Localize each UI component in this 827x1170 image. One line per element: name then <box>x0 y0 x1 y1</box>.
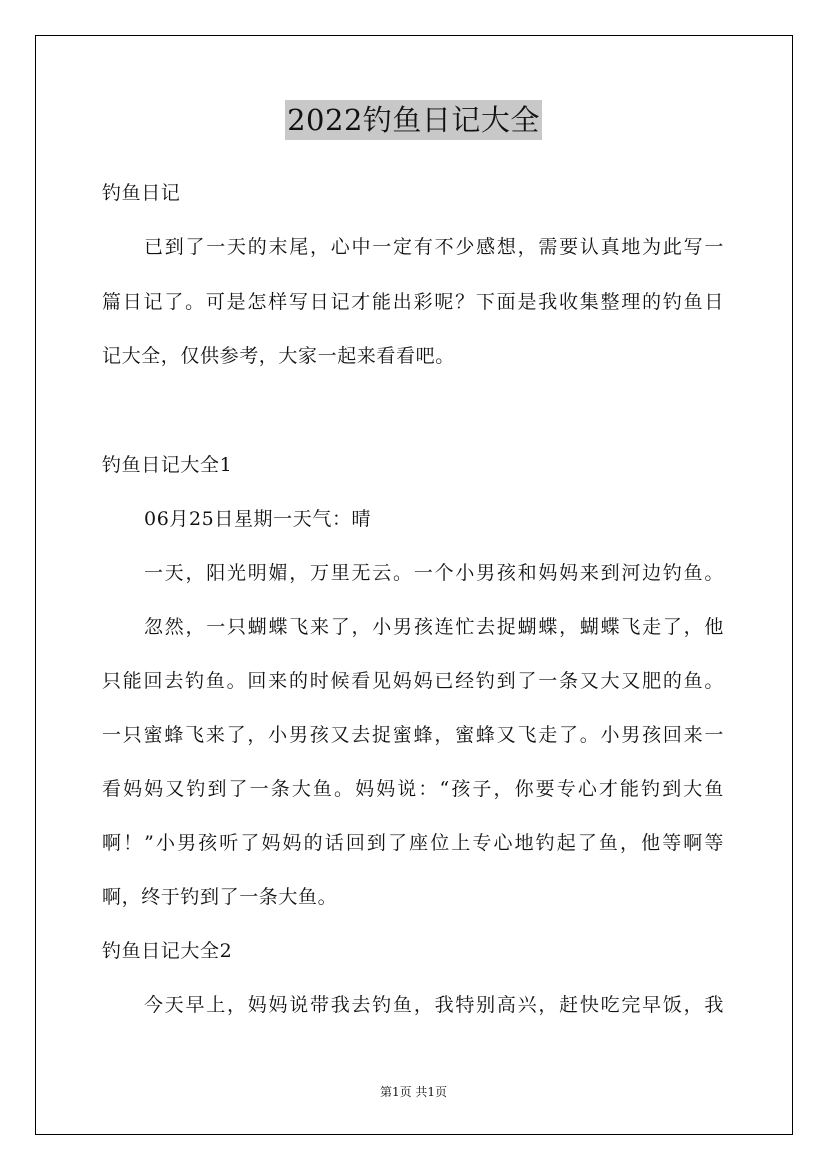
paragraph-line: 看妈妈又钓到了一条大鱼。妈妈说：“孩子，你要专心才能钓到大鱼 <box>102 778 724 800</box>
date-weather-line: 06月25日星期一天气：晴 <box>144 508 372 530</box>
paragraph-line: 篇日记了。可是怎样写日记才能出彩呢？下面是我收集整理的钓鱼日 <box>102 291 724 313</box>
section-heading: 钓鱼日记大全2 <box>102 940 233 962</box>
paragraph-line: 已到了一天的末尾，心中一定有不少感想，需要认真地为此写一 <box>144 236 724 258</box>
section-heading: 钓鱼日记 <box>102 182 181 204</box>
paragraph-line: 一只蜜蜂飞来了，小男孩又去捉蜜蜂，蜜蜂又飞走了。小男孩回来一 <box>102 724 724 746</box>
paragraph-line: 一天，阳光明媚，万里无云。一个小男孩和妈妈来到河边钓鱼。 <box>144 562 724 584</box>
paragraph-line: 今天早上，妈妈说带我去钓鱼，我特别高兴，赶快吃完早饭，我 <box>144 994 724 1016</box>
paragraph-line: 啊！”小男孩听了妈妈的话回到了座位上专心地钓起了鱼，他等啊等 <box>102 832 724 854</box>
paragraph-line: 记大全，仅供参考，大家一起来看看吧。 <box>102 345 455 367</box>
title-container <box>0 100 827 140</box>
document-title: 2022钓鱼日记大全 <box>285 100 542 140</box>
paragraph-line: 啊，终于钓到了一条大鱼。 <box>102 886 338 908</box>
paragraph-line: 只能回去钓鱼。回来的时候看见妈妈已经钓到了一条又大又肥的鱼。 <box>102 670 724 692</box>
paragraph-line: 忽然，一只蝴蝶飞来了，小男孩连忙去捉蝴蝶，蝴蝶飞走了，他 <box>144 616 724 638</box>
page-footer: 第1页 共1页 <box>379 1085 448 1099</box>
section-heading: 钓鱼日记大全1 <box>102 454 233 476</box>
